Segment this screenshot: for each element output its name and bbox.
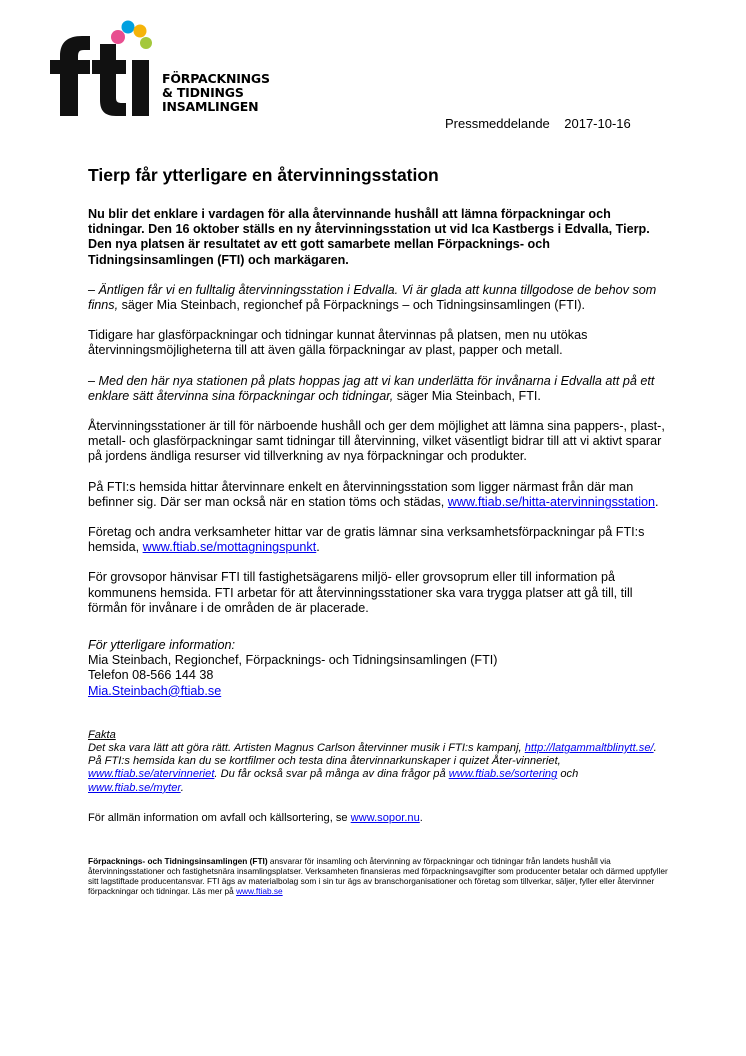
press-date: 2017-10-16 (564, 116, 631, 131)
paragraph-4-text: Företag och andra verksamheter hittar var de gratis lämnar sina verksamhetsförpackningar på FTI:s hemsida, (88, 525, 645, 555)
paragraph-5: För grovsopor hänvisar FTI till fastighetsägarens miljö- eller grovsoprum eller till information på kommunens hemsida. FTI arbetar för att återvinningsstationer ska vara trygga platser att gå till, till förmån för invånare i de områden de är placerade. (88, 570, 633, 615)
fakta-text (88, 742, 668, 795)
fakta-text-3: . Du får också svar på många av dina frågor på (214, 768, 449, 781)
press-header (445, 116, 631, 131)
quote-2-attribution: säger Mia Steinbach, FTI. (393, 388, 541, 403)
quote-1-attribution: säger Mia Steinbach, regionchef på Förpacknings – och Tidningsinsamlingen (FTI). (118, 298, 586, 313)
myter-link[interactable]: www.ftiab.se/myter (88, 781, 181, 794)
paragraph-4 (88, 525, 668, 555)
logo-dot-green (140, 37, 152, 49)
logo-line-2: & TIDNINGS (162, 85, 244, 100)
general-info-end: . (419, 811, 423, 824)
footer-text: ansvarar för insamling och återvinning av förpackningar och tidningar från landets hushåll via återvinningsstationer och fastighetsnära insamlingsplatser. Verksamheten finansieras med förpackningsavgifter som producenter betalar och därmed uppfyller sitt lagstiftade producentansvar. FTI ägs av materialbolag som i sin tur ägs av branschorganisationer och företag som tillverkar, säljer, fyller eller återvinner förpackningar och tidningar. Läs mer på (88, 856, 668, 897)
hitta-station-link[interactable]: www.ftiab.se/hitta-atervinningsstation (447, 494, 655, 509)
logo-dot-blue (122, 21, 135, 34)
paragraph-1: Tidigare har glasförpackningar och tidningar kunnat återvinnas på platsen, men nu utökas återvinningsmöjligheterna till att även gälla förpackningar av plast, papper och metall. (88, 328, 588, 358)
fakta-block (88, 729, 668, 795)
fti-logo (48, 20, 288, 120)
quote-1-italic: – Äntligen får vi en fulltalig återvinningsstation i Edvalla. Vi är glada att kunna tillgodose de behov som finns, (88, 282, 657, 313)
logo-line-3: INSAMLINGEN (162, 99, 259, 114)
page-title: Tierp får ytterligare en återvinningsstation (88, 165, 439, 185)
quote-paragraph-2 (88, 374, 668, 404)
logo-letter-t (92, 44, 126, 116)
sopor-link[interactable]: www.sopor.nu (350, 811, 420, 824)
atervinneriet-link[interactable]: www.ftiab.se/atervinneriet (88, 768, 215, 781)
fakta-text-1: Det ska vara lätt att göra rätt. Artisten Magnus Carlson återvinner musik i FTI:s kampanj, (88, 742, 525, 755)
logo-letter-f (60, 36, 90, 116)
contact-phone: Telefon 08-566 144 38 (88, 668, 214, 683)
contact-heading (88, 638, 668, 653)
quote-2-italic: – Med den här nya stationen på plats hoppas jag att vi kan underlätta för invånarna i Edvalla att på ett enklare sätt återvinna sina förpackningar och tidningar, (88, 373, 655, 403)
contact-name: Mia Steinbach, Regionchef, Förpacknings- och Tidningsinsamlingen (FTI) (88, 653, 498, 668)
general-info (88, 811, 668, 826)
logo-dot-yellow (134, 25, 147, 38)
contact-block (88, 638, 668, 699)
contact-heading-text: För ytterligare information: (88, 638, 235, 653)
footer-ftiab-link[interactable]: www.ftiab.se (236, 886, 283, 897)
press-label: Pressmeddelande (445, 116, 550, 131)
logo-letter-i (132, 60, 149, 116)
sortering-link[interactable]: www.ftiab.se/sortering (448, 768, 558, 781)
fti-logo-mark (48, 20, 160, 116)
latgammalt-link[interactable]: http://latgammaltblinytt.se/ (524, 742, 654, 755)
general-info-text: För allmän information om avfall och källsortering, se (88, 811, 351, 824)
contact-email-link[interactable]: Mia.Steinbach@ftiab.se (88, 683, 222, 698)
logo-dot-pink (111, 30, 125, 44)
logo-wordmark (162, 72, 270, 114)
paragraph-3-text: På FTI:s hemsida hittar återvinnare enkelt en återvinningsstation som ligger närmast från där man befinner sig. Där ser man också när en station töms och städas, (88, 479, 634, 509)
fakta-text-2: . På FTI:s hemsida kan du se kortfilmer och testa dina återvinnarkunskaper i quizet Åter-vinneriet, (88, 742, 657, 768)
mottagningspunkt-link[interactable]: www.ftiab.se/mottagningspunkt (142, 540, 317, 555)
fakta-heading: Fakta (88, 728, 116, 741)
footer-org-name: Förpacknings- och Tidningsinsamlingen (FTI) (88, 856, 268, 867)
lead-paragraph: Nu blir det enklare i vardagen för alla återvinnande hushåll att lämna förpackningar och tidningar. Den 16 oktober ställs en ny återvinningsstation ut vid Ica Kastbergs i Edvalla, Tierp. Den nya platsen är resultatet av ett gott samarbete mellan Förpacknings- och Tidningsinsamlingen (FTI) och markägaren. (88, 207, 650, 267)
fakta-text-4: och (557, 768, 579, 781)
quote-paragraph-1 (88, 283, 668, 313)
fakta-text-5: . (180, 781, 184, 794)
paragraph-3 (88, 480, 668, 510)
footer-about (88, 856, 668, 896)
paragraph-3-end: . (655, 494, 659, 509)
paragraph-4-end: . (316, 540, 320, 555)
logo-letter-f-bar (50, 60, 64, 74)
paragraph-2: Återvinningsstationer är till för närboende hushåll och ger dem möjlighet att lämna sina pappers-, plast-, metall- och glasförpackningar samt tidningar till återvinning, vilket väsentligt bidrar till att vi aktivt sparar på jordens ändliga resurser vid tillverkning av nya förpackningar och produkter. (88, 419, 665, 464)
logo-line-1: FÖRPACKNINGS (162, 71, 270, 86)
document-body (88, 164, 668, 896)
